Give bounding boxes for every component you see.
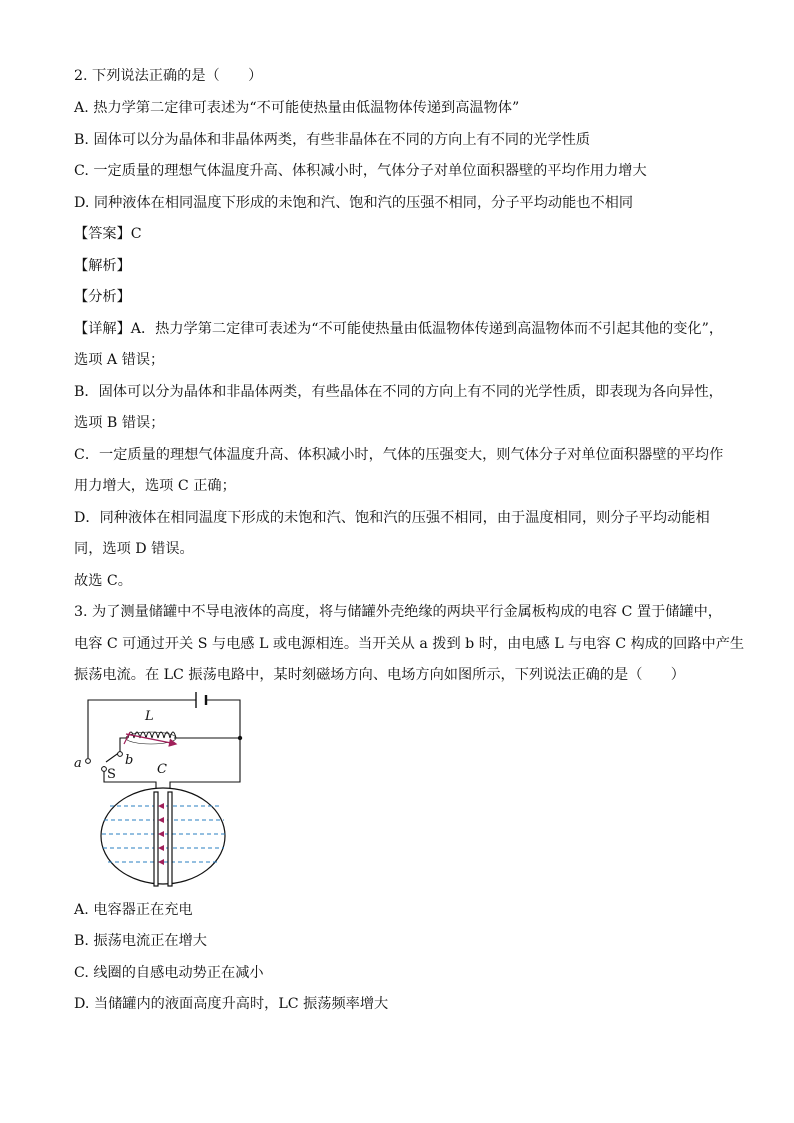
terminal-a <box>86 759 91 764</box>
q2-option-b: B. 固体可以分为晶体和非晶体两类，有些非晶体在不同的方向上有不同的光学性质 <box>74 132 591 148</box>
junction-dot <box>238 736 242 740</box>
q3-option-a: A. 电容器正在充电 <box>74 902 193 918</box>
q2-fenxi-heading: 【分析】 <box>74 289 131 305</box>
q2-detail-line: C．一定质量的理想气体温度升高、体积减小时，气体的压强变大，则气体分子对单位面积器壁的平均作 <box>74 447 724 463</box>
switch-pivot <box>102 767 107 772</box>
q2-jiexi-heading: 【解析】 <box>74 258 131 274</box>
q2-detail-line: 选项 B 错误； <box>74 415 165 431</box>
label-capacitor: C <box>157 762 167 777</box>
lc-circuit-diagram <box>72 682 252 894</box>
battery-icon <box>196 692 206 708</box>
terminal-b <box>118 752 123 757</box>
q2-detail-line: D．同种液体在相同温度下形成的未饱和汽、饱和汽的压强不相同，由于温度相同，则分子平均动能相 <box>74 510 710 526</box>
q2-conclusion: 故选 C。 <box>74 573 132 589</box>
q3-stem-line: 3. 为了测量储罐中不导电液体的高度，将与储罐外壳绝缘的两块平行金属板构成的电容 C 置于储罐中， <box>74 604 722 620</box>
label-terminal-b: b <box>125 753 134 768</box>
q2-detail-line: 选项 A 错误； <box>74 352 165 368</box>
label-switch: S <box>107 767 116 782</box>
q2-detail-line: 用力增大，选项 C 正确； <box>74 478 236 494</box>
q2-detail-line: B．固体可以分为晶体和非晶体两类，有些晶体在不同的方向上有不同的光学性质，即表现为各向异性， <box>74 384 723 400</box>
q2-option-a: A. 热力学第二定律可表述为“不可能使热量由低温物体传递到高温物体” <box>74 100 520 116</box>
q3-stem-line: 电容 C 可通过开关 S 与电感 L 或电源相连。当开关从 a 拨到 b 时，由电感 L 与电容 C 构成的回路中产生 <box>74 636 745 652</box>
q2-option-d: D. 同种液体在相同温度下形成的未饱和汽、饱和汽的压强不相同，分子平均动能也不相同 <box>74 195 634 211</box>
q2-option-c: C. 一定质量的理想气体温度升高、体积减小时，气体分子对单位面积器壁的平均作用力增大 <box>74 163 647 179</box>
q2-answer: 【答案】C <box>74 226 142 242</box>
q2-stem: 2. 下列说法正确的是（ ） <box>74 68 263 84</box>
label-terminal-a: a <box>74 756 82 771</box>
q3-option-c: C. 线圈的自感电动势正在减小 <box>74 965 264 981</box>
q3-option-b: B. 振荡电流正在增大 <box>74 933 207 949</box>
q3-option-d: D. 当储罐内的液面高度升高时，LC 振荡频率增大 <box>74 996 389 1012</box>
label-inductor: L <box>145 709 154 724</box>
q2-detail-line: 同，选项 D 错误。 <box>74 541 194 557</box>
q2-detail-line: 【详解】A．热力学第二定律可表述为“不可能使热量由低温物体传递到高温物体而不引起其他的变化”， <box>74 321 724 337</box>
q3-stem-line: 振荡电流。在 LC 振荡电路中，某时刻磁场方向、电场方向如图所示，下列说法正确的是（ ） <box>74 667 685 683</box>
